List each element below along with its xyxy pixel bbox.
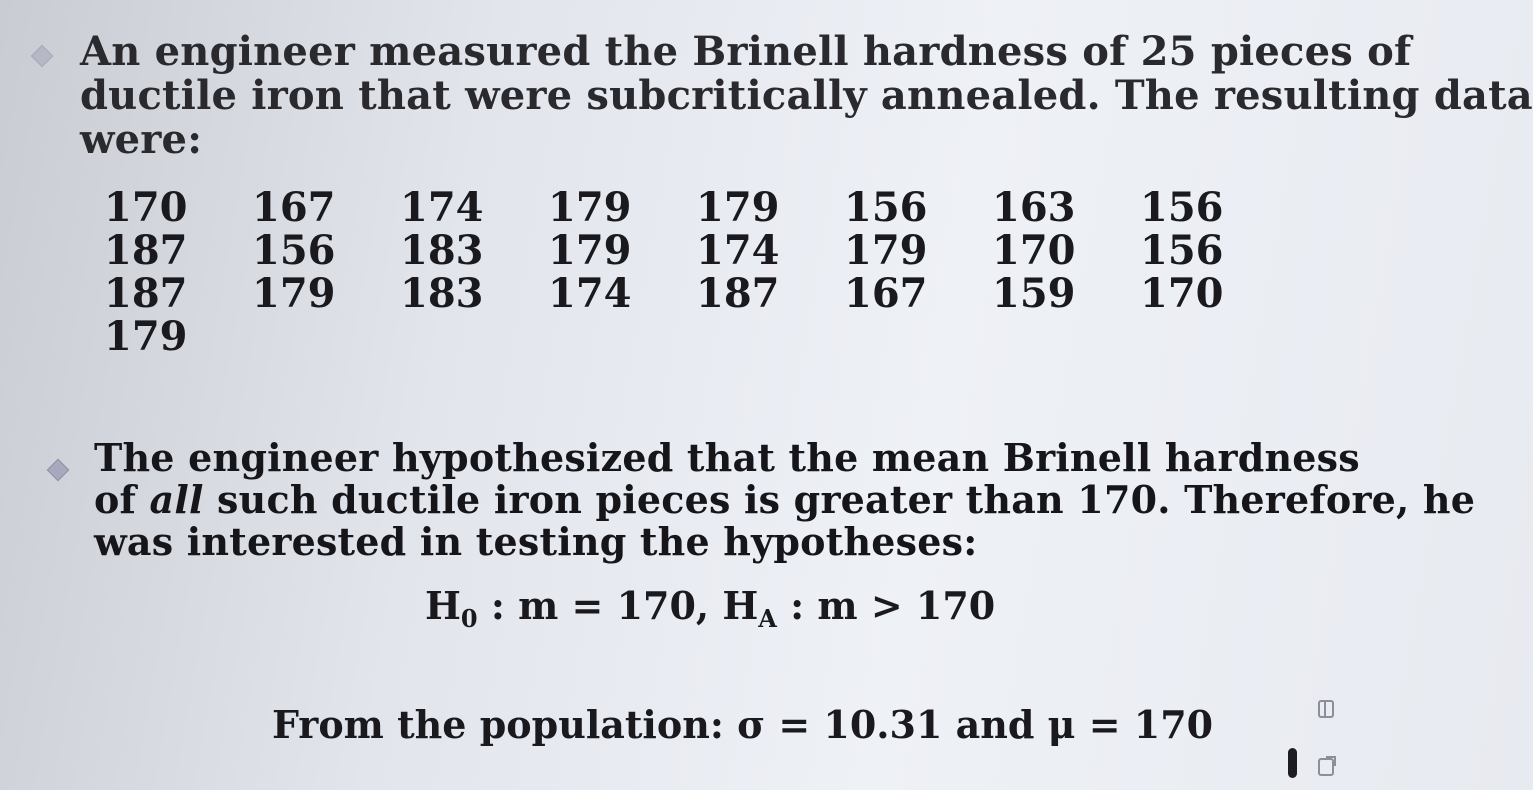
data-value-cell: 179: [548, 227, 632, 274]
data-value-cell: 156: [1140, 227, 1224, 274]
intro-line-3: were:: [80, 116, 203, 163]
data-value-cell: 183: [400, 227, 484, 274]
intro-paragraph: [80, 28, 1533, 163]
data-value-cell: 174: [400, 184, 484, 231]
hypothesis-line-3: was interested in testing the hypotheses:: [94, 519, 978, 564]
data-value-cell: 167: [252, 184, 336, 231]
data-value-cell: 156: [1140, 184, 1224, 231]
emphasis-all: all: [149, 477, 204, 522]
data-value-cell: 187: [104, 270, 188, 317]
hypotheses-formula: $H_0$ : m = 170, $H_A$ : m > 170: [425, 583, 996, 633]
data-value-cell: 179: [104, 313, 188, 360]
ha-subscript: A: [758, 604, 777, 633]
h0-subscript: 0: [460, 604, 478, 633]
data-value-cell: 187: [104, 227, 188, 274]
data-value-cell: 170: [104, 184, 188, 231]
window-icon[interactable]: [1318, 700, 1334, 718]
external-link-icon[interactable]: [1318, 758, 1334, 776]
data-value-cell: 170: [992, 227, 1076, 274]
hardness-data-table: [100, 186, 1284, 358]
population-parameters: From the population: σ = 10.31 and μ = 170: [272, 702, 1214, 747]
scrollbar-thumb[interactable]: [1288, 748, 1297, 778]
data-value-cell: 163: [992, 184, 1076, 231]
data-value-cell: 187: [696, 270, 780, 317]
diamond-bullet-icon: [47, 459, 70, 482]
intro-line-2: ductile iron that were subcritically annealed. The resulting data: [80, 72, 1533, 119]
data-value-cell: 174: [696, 227, 780, 274]
intro-line-1: An engineer measured the Brinell hardness of 25 pieces of: [80, 28, 1412, 75]
hypothesis-line-1: The engineer hypothesized that the mean Brinell hardness: [94, 435, 1360, 480]
data-value-cell: 167: [844, 270, 928, 317]
data-value-cell: 179: [844, 227, 928, 274]
data-value-cell: 170: [1140, 270, 1224, 317]
data-value-cell: 179: [696, 184, 780, 231]
diamond-bullet-icon: [31, 45, 54, 68]
data-value-cell: 156: [844, 184, 928, 231]
hypothesis-line-2: of all such ductile iron pieces is greater than 170. Therefore, he: [94, 477, 1476, 522]
hypothesis-paragraph: [94, 435, 1476, 564]
data-value-cell: 159: [992, 270, 1076, 317]
data-value-cell: 174: [548, 270, 632, 317]
data-value-cell: 179: [548, 184, 632, 231]
data-value-cell: 183: [400, 270, 484, 317]
data-value-cell: 179: [252, 270, 336, 317]
data-value-cell: 156: [252, 227, 336, 274]
